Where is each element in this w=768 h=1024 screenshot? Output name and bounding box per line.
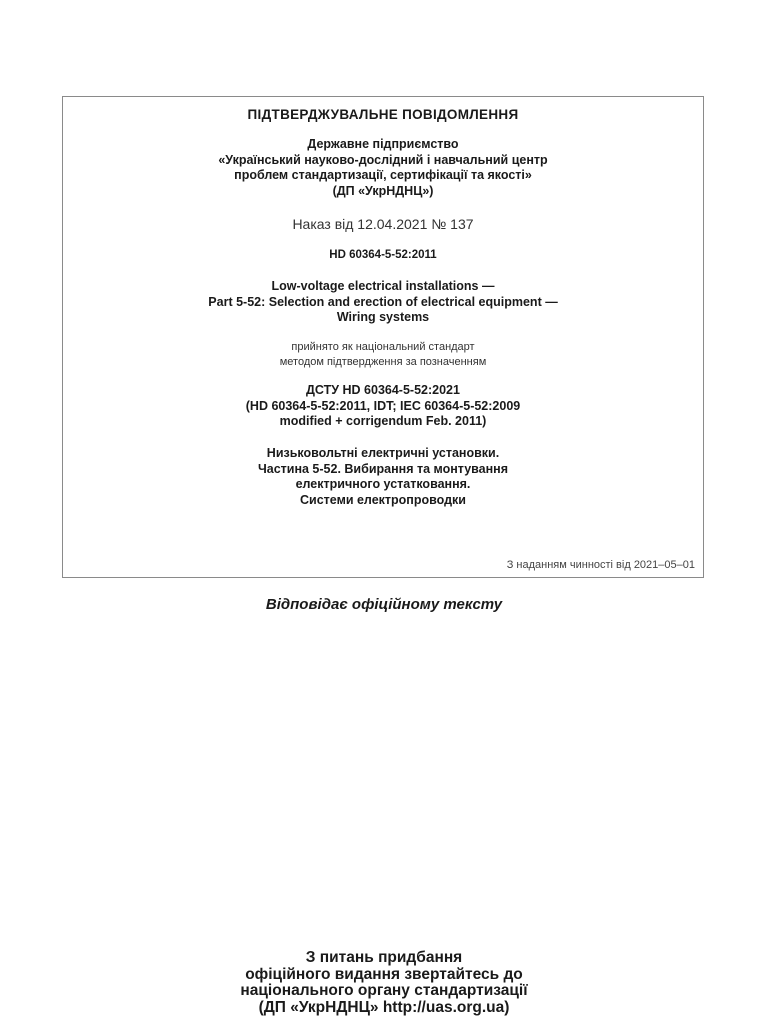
order-number: Наказ від 12.04.2021 № 137 bbox=[292, 216, 474, 232]
confirmation-notice-box bbox=[62, 96, 704, 578]
adoption-line: прийнято як національний стандарт bbox=[291, 341, 475, 353]
dstu-designation bbox=[63, 383, 703, 430]
effective-date: З наданням чинності від 2021–05–01 bbox=[506, 559, 695, 571]
notice-heading: ПІДТВЕРДЖУВАЛЬНЕ ПОВІДОМЛЕННЯ bbox=[247, 107, 519, 122]
dstu-line: modified + corrigendum Feb. 2011) bbox=[279, 414, 487, 428]
dstu-line: (HD 60364-5-52:2011, IDT; IEC 60364-5-52:2009 bbox=[245, 398, 521, 413]
ukrainian-title-line: Низьковольтні електричні установки. bbox=[266, 446, 500, 460]
english-title bbox=[63, 279, 703, 326]
organization-block bbox=[63, 137, 703, 199]
purchase-info bbox=[0, 950, 768, 1016]
purchase-info-line: національного органу стандартизації bbox=[240, 982, 528, 999]
dstu-line: ДСТУ HD 60364-5-52:2021 bbox=[306, 383, 460, 397]
hd-code: HD 60364-5-52:2011 bbox=[329, 249, 437, 261]
organization-line: проблем стандартизації, сертифікації та якості» bbox=[234, 168, 532, 182]
ukrainian-title-line: Системи електропроводки bbox=[300, 492, 466, 507]
ukrainian-title-line: електричного устатковання. bbox=[295, 477, 471, 491]
purchase-info-line: (ДП «УкрНДНЦ» http://uas.org.ua) bbox=[258, 998, 510, 1016]
english-title-line: Low-voltage electrical installations — bbox=[271, 279, 495, 293]
official-text-note: Відповідає офіційному тексту bbox=[265, 596, 503, 613]
adoption-line: методом підтвердження за позначенням bbox=[279, 356, 487, 368]
organization-line: «Український науково-дослідний і навчальний центр bbox=[218, 152, 548, 167]
english-title-line: Part 5-52: Selection and erection of electrical equipment — bbox=[208, 294, 558, 309]
english-title-line: Wiring systems bbox=[336, 310, 430, 324]
ukrainian-title bbox=[63, 446, 703, 508]
adoption-statement bbox=[63, 340, 703, 370]
purchase-info-line: офіційного видання звертайтесь до bbox=[245, 965, 523, 983]
purchase-info-line: З питань придбання bbox=[305, 949, 463, 966]
organization-line: Державне підприємство bbox=[307, 137, 459, 151]
organization-line: (ДП «УкрНДНЦ») bbox=[332, 183, 434, 198]
ukrainian-title-line: Частина 5-52. Вибирання та монтування bbox=[257, 461, 509, 476]
